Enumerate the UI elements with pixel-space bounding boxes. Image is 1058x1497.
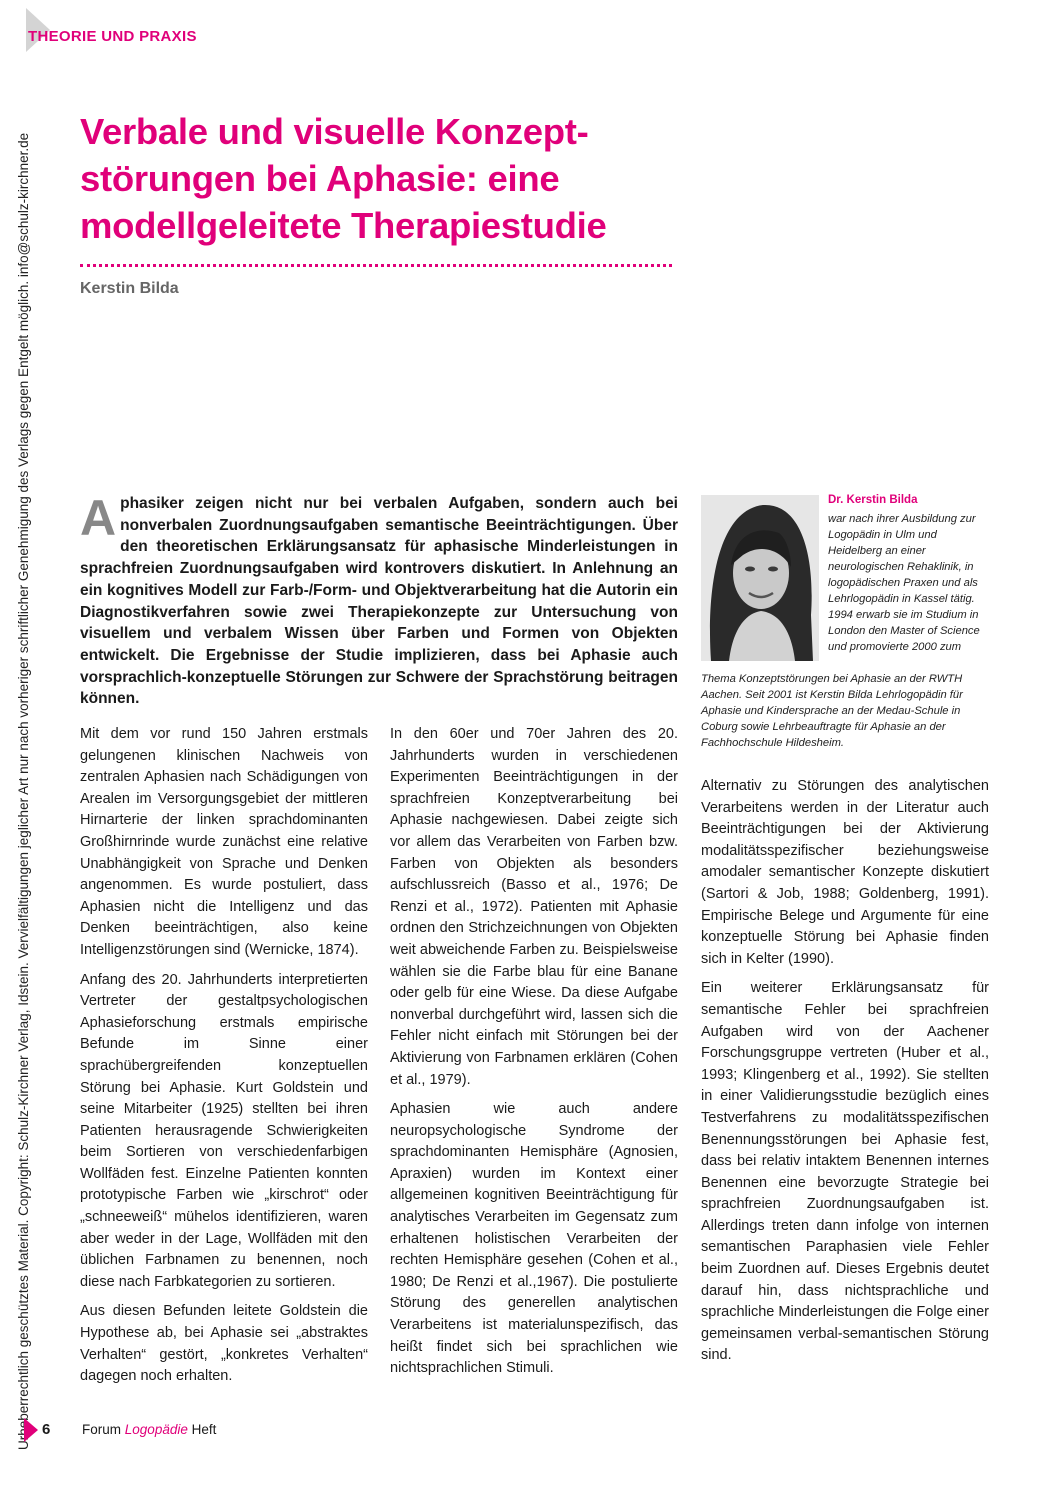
footer-publication xyxy=(82,1422,216,1437)
author-portrait xyxy=(701,495,819,661)
paragraph: Aus diesen Befunden leitete Goldstein die Hypothese ab, bei Aphasie sei „abstraktes Verhalten“ gestört, „konkretes Verhalten“ dagegen noch erhalten. xyxy=(80,1303,368,1385)
article-author: Kerstin Bilda xyxy=(80,280,179,297)
paragraph: Anfang des 20. Jahrhunderts interpretierten Vertreter der gestaltpsychologischen Aphasieforschung erstmals empirische Befunde im Sinne einer sprachübergreifenden konzeptuellen Störung bei Aphasie. Kurt Goldstein und seine Mitarbeiter (1925) stellten bei ihren Patienten herausragende Schwierigkeiten beim Sortieren von verschiedenfarbigen Wollfäden fest. Einzelne Patienten konnten prototypische Farben wie „kirschrot“ oder „schneeweiß“ mühelos identifizieren, waren aber weder in der Lage, Wollfäden mit den üblichen Farbnamen zu benennen, noch diese nach Farbkategorien zu sortieren. xyxy=(80,971,368,1290)
bio-text-continued: Thema Konzeptstörungen bei Aphasie an der RWTH Aachen. Seit 2001 ist Kerstin Bilda Lehrlogopädin für Aphasie und Kindersprache an der Medau-Schule in Coburg sowie Lehrbeauftragte für Aphasie an der Fachhochschule Hildesheim. xyxy=(701,673,963,749)
text-column-2 xyxy=(390,724,678,1388)
paragraph: Alternativ zu Störungen des analytischen Verarbeitens werden in der Literatur auch Beeinträchtigungen bei der Aktivierung modalitätsspezifischer beziehungsweise amodaler semantischer Konzepte diskutiert (Sartori & Job, 1988; Goldenberg, 1991). Empirische Belege und Argumente für eine konzeptuelle Störung bei Aphasie finden sich in Kelter (1990). xyxy=(701,778,989,967)
paragraph: In den 60er und 70er Jahren des 20. Jahrhunderts wurden in verschiedenen Experimenten Beeinträchtigungen in der sprachfreien Konzeptverarbeitung bei Aphasie nachgewiesen. Dabei zeigte sich vor allem das Verarbeiten von Farben bzw. Farben von Objekten als besonders aufschlussreich (Basso et al., 1976; De Renzi et al., 1972). Patienten mit Aphasie ordnen den Strichzeichnungen von Objekten weit abweichende Farben zu. Beispielsweise wählen sie die Farbe blau für eine Banane oder gelb für eine Wiese. Da diese Aufgabe nonverbal durchgeführt wird, lassen sich die Fehler nicht einfach mit Störungen bei der Aktivierung von Farbnamen erklären (Cohen et al., 1979). xyxy=(390,726,678,1088)
section-label: THEORIE UND PRAXIS xyxy=(28,28,197,45)
page-number: 6 xyxy=(42,1421,51,1438)
footer-forum: Forum xyxy=(82,1422,122,1437)
article-title: Verbale und visuelle Konzept- störungen bei Aphasie: eine modellgeleitete Therapiestudie xyxy=(80,111,607,246)
bio-text: war nach ihrer Ausbildung zur Logopädin in Ulm und Heidelberg an einer neurologischen Rehaklinik, in logopädischen Praxen und als Lehrlogopädin in Kassel tätig. 1994 erwarb sie im Studium in London den Master of Science und promovierte 2000 zum xyxy=(828,513,980,653)
paragraph: Ein weiterer Erklärungsansatz für semantische Fehler bei sprachfreien Aufgaben wird von der Aachener Forschungsgruppe vertreten (Huber et al., 1993; Klingenberg et al., 1992). Sie stellten in einer Validierungsstudie bezüglich eines Testverfahrens zu modalitätsspezifischen Benennungsstörungen bei Aphasie fest, dass bei relativ intaktem Benennen internes Benennen eine bevorzugte Strategie bei sprachfreien Zuordnungsaufgaben ist. Allerdings treten dann infolge von internen semantischen Paraphasien viele Fehler beim Zuordnen auf. Dieses Ergebnis deutet darauf hin, dass nichtsprachliche und sprachliche Minderleistungen die Folge einer gemeinsamen verbal-semantischen Störung sind. xyxy=(701,980,989,1364)
drop-cap: A xyxy=(80,490,117,546)
lead-paragraph xyxy=(80,490,678,710)
footer-issue: Heft xyxy=(191,1422,217,1437)
text-column-3 xyxy=(701,776,989,1375)
lead-text: phasiker zeigen nicht nur bei verbalen Aufgaben, sondern auch bei nonverbalen Zuordnungsaufgaben semantische Beeinträchtigungen. Über den theoretischen Erklärungsansatz für aphasische Minderleistungen in sprachfreien Zuordnungsaufgaben wird kontrovers diskutiert. In Anlehnung an ein kognitives Modell zur Farb-/Form- und Objektverarbeitung hat die Autorin ein Diagnostikverfahren sowie zwei Therapiekonzepte zur Untersuchung von visuellem und verbalem Wissen über Farben und Formen von Objekten entwickelt. Die Ergebnisse der Studie implizieren, dass bei Aphasie auch vorsprachlich-konzeptuelle Störungen zur Schwere der Sprachstörung beitragen können. xyxy=(80,495,678,708)
portrait-image xyxy=(701,495,819,661)
text-column-1 xyxy=(80,724,368,1396)
dotted-divider xyxy=(80,264,672,267)
footer-magazine: Logopädie xyxy=(124,1422,188,1437)
bio-name: Dr. Kerstin Bilda xyxy=(828,494,918,506)
copyright-notice-vertical: Urheberrechtlich geschütztes Material. Copyright: Schulz-Kirchner Verlag, Idstein. Vervielfältigungen jeglicher Art nur nach vorheriger schriftlicher Genehmigung des Verlags gegen Entgelt möglich. info@schulz-kirchner.de xyxy=(16,132,31,1450)
paragraph: Aphasien wie auch andere neuropsychologische Syndrome der sprachdominanten Hemisphäre (Agnosien, Apraxien) wurden im Kontext einer allgemeinen kognitiven Beeinträchtigung für analytisches Verarbeiten im Gegensatz zum erhaltenen holistischen Verarbeiten der rechten Hemisphäre gesehen (Cohen et al., 1980; De Renzi et al.,1967). Die postulierte Störung des generellen analytischen Verarbeitens ist materialunspezifisch, das heißt findet sich bei sprachlichen wie nichtsprachlichen Stimuli. xyxy=(390,1101,678,1377)
page-arrow-icon xyxy=(24,1418,38,1442)
paragraph: Mit dem vor rund 150 Jahren erstmals gelungenen klinischen Nachweis von zentralen Aphasien nach Schädigungen von Arealen im Versorgungsgebiet der mittleren Hirnarterie der linken sprachdominanten Großhirnrinde wurde zunächst eine relative Unabhängigkeit von Sprache und Denken angenommen. Es wurde postuliert, dass Aphasien nicht die Intelligenz und das Denken beeinträchtigen, also keine Intelligenzstörungen sind (Wernicke, 1874). xyxy=(80,726,368,958)
